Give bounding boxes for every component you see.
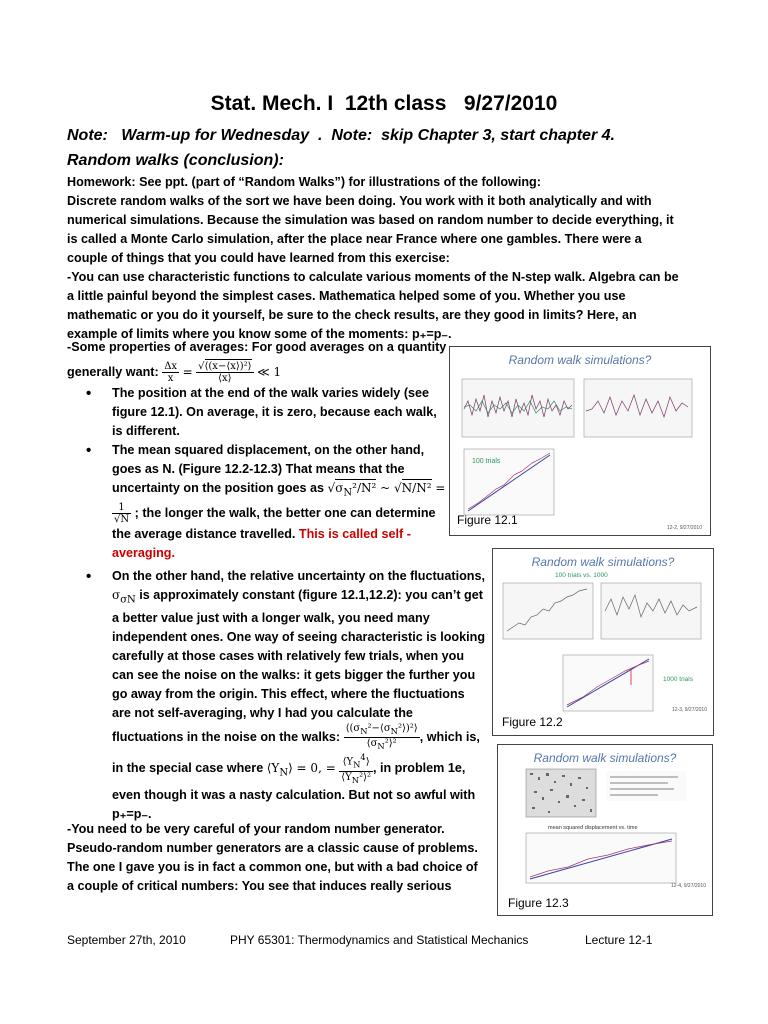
averages-section [67,338,447,563]
figure-12-2-caption: Figure 12.2 [502,715,563,729]
rms-fraction: $\frac{\text{√⟨(x−⟨x⟩)²⟩}}{⟨x⟩}$ [198,361,252,384]
footer-course: PHY 65301: Thermodynamics and Statistical Mechanics [230,933,529,947]
self-averaging-formula: $√\sigma_N^2/N^2$ ~ √N/N² = [327,481,446,499]
section-heading: Random walks (conclusion): [67,152,284,169]
tail-line-1: -You need to be very careful of your random number generator. [67,822,445,836]
averages-criterion: generally want: $\frac{\Delta x}{x}$ = $\frac{\text{√⟨(x−⟨x⟩)²⟩}}{⟨x⟩}$ ≪ 1 [67,361,282,384]
bullet-position: • The position at the end of the walk varies widely (see figure 12.1). On average, it is zero, because each walk, is different. [67,384,447,441]
random-generator-section [67,820,487,896]
figure-12-1-plots [450,371,710,521]
random-walks-paragraph: Discrete random walks of the sort we have been doing. You work with it both analytically and with numerical simulations. Because the simulation was based on random number to decide everything, it is called a Monte Carlo simulation, after the place near France where one gambles. There were a couple of things that you could have learned from this exercise: [67,194,674,265]
homework-paragraph: Homework: See ppt. (part of “Random Walks”) for illustrations of the following: [67,175,541,189]
figure-12-2-inset-label: 100 trials vs. 1000 [555,572,608,579]
delta-x-fraction: $\frac{\Delta x}{x}$ [164,361,178,384]
tail-line-2: Pseudo-random number generators are a classic cause of problems. [67,841,478,855]
figure-12-3-inset-label: mean squared displacement vs. time [548,825,638,831]
figure-12-2-stamp: 12-3, 9/27/2010 [671,707,707,713]
figure-12-3 [497,744,713,916]
figure-12-1-inset-label: 100 trials [472,458,501,465]
figure-12-1-slide-title: Random walk simulations? [508,353,652,367]
figure-12-3-caption: Figure 12.3 [508,896,569,910]
figure-12-1-caption: Figure 12.1 [457,513,518,527]
intro-text [67,173,682,344]
averages-intro: -Some properties of averages: For good averages on a quantity [67,340,447,354]
figure-12-2-plots [493,571,713,721]
self-averaging-highlight: This is called self -averaging. [112,527,411,561]
footer-lecture: Lecture 12-1 [585,933,653,947]
figure-12-1 [449,346,711,536]
figure-12-2 [492,548,714,736]
figure-12-2-inset-label-2: 1000 trials [663,676,693,683]
figure-12-3-plots [498,767,712,897]
bullet-fluctuations: • On the other hand, the relative uncertainty on the fluctuations, $\sigma_{\sigma N}$ is approximately constant (figure 12.1,12.2): you can’t get a better value just with a longer walk, you need many independent ones. One way of seeing characteristic is looking carefully at those cases with relatively few trials, when you can see the noise on the walks: it gets bigger the further you go away from the origin. This effect, where the fluctuations are not self-averaging, why I had you calculate the fluctuations in the noise on the walks: $\frac{⟨(\sigma_N^2-⟨\sigma_N^2⟩)^2⟩}{⟨\sigma_N^2⟩^2}$ , which is, in the special case where $⟨Y_N⟩ = 0$, = $\frac{⟨Y_N^4⟩}{⟨Y_N^2⟩^2}$ , in problem 1e, even though it was a nasty calculation. But not so awful with p₊=p₋. [67,567,487,824]
figure-12-3-slide-title: Random walk simulations? [533,751,677,765]
figure-12-1-stamp: 12-2, 9/27/2010 [666,525,702,531]
bullet-mean-squared: • The mean squared displacement, on the other hand, goes as N. (Figure 12.2-12.3) That means that the uncertainty on the position goes as $√\sigma_N^2/N^2$ ~ √N/N² = $\frac{1}{√N}$ ; the longer the walk, the better one can determine the average distance travelled. This is called self -averaging. [67,441,447,563]
noise-fluctuation-fraction: $\frac{⟨(\sigma_N^2-⟨\sigma_N^2⟩)^2⟩}{⟨\sigma_N^2⟩^2}$ [345,723,418,752]
figure-12-2-slide-title: Random walk simulations? [531,555,675,569]
averages-bullets [67,384,447,563]
footer-date: September 27th, 2010 [67,933,186,947]
page-title: Stat. Mech. I 12th class 9/27/2010 [210,92,558,115]
note-line: Note: Warm-up for Wednesday . Note: skip Chapter 3, start chapter 4. [67,127,615,144]
fluctuations-section [67,567,487,824]
criterion-prefix: generally want: [67,364,159,379]
figure-12-3-stamp: 12-4, 9/27/2010 [670,883,706,889]
characteristic-functions-paragraph: -You can use characteristic functions to calculate various moments of the N-step walk. Algebra can be a little painful beyond the simplest cases. Mathematica helped some of you. Whether you use mathematic or you do it yourself, be sure to the check results, are they good in limits? Here, an example of limits where you know some of the moments: p₊=p₋. [67,270,679,341]
tail-line-3: The one I gave you is in fact a common one, but with a bad choice of a couple of critical numbers: You see that induces really serious [67,860,478,893]
